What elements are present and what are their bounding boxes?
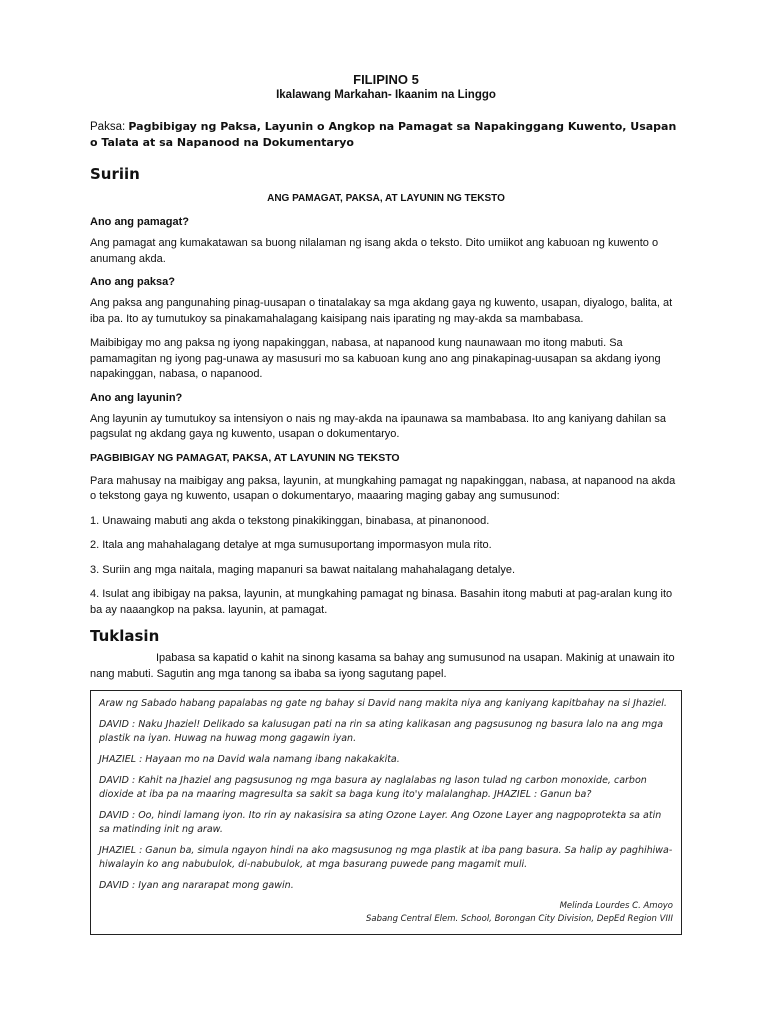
paragraph-paksa-2: Maibibigay mo ang paksa ng iyong napakinggan, nabasa, at napanood kung naunawaan mo itong mabuti. Sa pamamagitan ng iyong pag-unawa ay masusuri mo sa kabuoan kung ano ang pinakapinag-uusapan sa akdang iyong napakinggan, nabasa, o napanood. — [90, 337, 661, 380]
section-center-title: ANG PAMAGAT, PAKSA, AT LAYUNIN NG TEKSTO — [267, 193, 505, 204]
author-school: Sabang Central Elem. School, Borongan City Division, DepEd Region VIII — [365, 914, 673, 924]
paragraph-guide-intro: Para mahusay na maibigay ang paksa, layunin, at mungkahing pamagat ng napakinggan, nabasa, at napanood na akda o tekstong gaya ng kuwento, usapan o dokumentaryo, maaaring maging gabay ang sumusunod: — [90, 474, 676, 502]
paragraph-paksa: Ang paksa ang pangunahing pinag-uusapan o tinatalakay sa mga akdang gaya ng kuwento, usapan, diyalogo, balita, at iba pa. Ito ay tumutukoy sa pinakamahalagang kaisipang nais iparating ng may-akda sa mambabasa. — [90, 297, 673, 325]
list-item: 3. Suriin ang mga naitala, maging mapanuri sa bawat naitalang mahahalagang detalye. — [90, 563, 516, 576]
document-page — [90, 72, 682, 935]
subheading-pagbibigay: PAGBIBIGAY NG PAMAGAT, PAKSA, AT LAYUNIN NG TEKSTO — [90, 451, 400, 464]
dialogue-line: DAVID : Naku Jhaziel! Delikado sa kalusugan pati na rin sa ating kalikasan ang pagsusunog ng basura lalo na ang mga plastik na iyan. Huwag na huwag mong gagawin iyan. — [99, 719, 664, 744]
topic-label: Paksa: — [90, 121, 126, 133]
dialogue-line: JHAZIEL : Ganun ba, simula ngayon hindi na ako magsusunog ng mga plastik at iba pang basura. Sa halip ay paghihiwa-hiwalayin ko ang nabubulok, di-nabubulok, at mga basurang puwede pang magamit muli. — [99, 845, 673, 870]
tuklasin-intro-text: Ipabasa sa kapatid o kahit na sinong kasama sa bahay ang sumusunod na usapan. Makinig at unawain ito nang mabuti. Sagutin ang mga tanong sa ibaba sa iyong sagutang papel. — [90, 652, 675, 680]
document-title: FILIPINO 5 — [353, 72, 419, 87]
list-item: 1. Unawaing mabuti ang akda o tekstong pinakikinggan, binabasa, at pinanonood. — [90, 514, 490, 527]
dialogue-line: JHAZIEL : Hayaan mo na David wala namang ibang nakakakita. — [99, 754, 400, 765]
dialogue-box — [90, 690, 682, 935]
dialogue-line: DAVID : Oo, hindi lamang iyon. Ito rin ay nakasisira sa ating Ozone Layer. Ang Ozone Layer ang nagpoprotekta sa atin sa matinding init ng araw. — [99, 810, 662, 835]
question-paksa: Ano ang paksa? — [90, 276, 175, 288]
list-item: 4. Isulat ang ibibigay na paksa, layunin, at mungkahing pamagat ng binasa. Basahin itong mabuti at pag-aralan kung ito ba ay naaangkop na paksa. layunin, at pamagat. — [90, 588, 673, 616]
paragraph-pamagat: Ang pamagat ang kumakatawan sa buong nilalaman ng isang akda o teksto. Dito umiikot ang kabuoan ng kuwento o anumang akda. — [90, 237, 659, 265]
section-heading-suriin: Suriin — [90, 165, 140, 183]
author-name: Melinda Lourdes C. Amoyo — [559, 901, 673, 911]
document-subtitle: Ikalawang Markahan- Ikaanim na Linggo — [276, 89, 496, 101]
tuklasin-intro — [90, 651, 682, 682]
dialogue-line: DAVID : Iyan ang nararapat mong gawin. — [99, 880, 294, 891]
topic-line — [90, 119, 682, 151]
section-heading-tuklasin: Tuklasin — [90, 627, 160, 645]
topic-text: Pagbibigay ng Paksa, Layunin o Angkop na Pamagat sa Napakinggang Kuwento, Usapan o Talata at sa Napanood na Dokumentaryo — [90, 120, 677, 149]
paragraph-layunin: Ang layunin ay tumutukoy sa intensiyon o nais ng may-akda na ipaunawa sa mambabasa. Ito ang kaniyang dahilan sa pagsulat ng akdang gaya ng kuwento, usapan o dokumentaryo. — [90, 412, 667, 440]
list-item: 2. Itala ang mahahalagang detalye at mga sumusuportang impormasyon mula rito. — [90, 539, 492, 551]
dialogue-line: DAVID : Kahit na Jhaziel ang pagsusunog ng mga basura ay naglalabas ng lason tulad ng carbon monoxide, carbon dioxide at iba pa na maaring magresulta sa sakit sa baga kung ito'y malalanghap. JHAZIEL : Ganun ba? — [99, 775, 647, 800]
question-pamagat: Ano ang pamagat? — [90, 216, 190, 228]
dialogue-line: Araw ng Sabado habang papalabas ng gate ng bahay si David nang makita niya ang kaniyang kapitbahay na si Jhaziel. — [99, 698, 667, 709]
question-layunin: Ano ang layunin? — [90, 391, 183, 404]
